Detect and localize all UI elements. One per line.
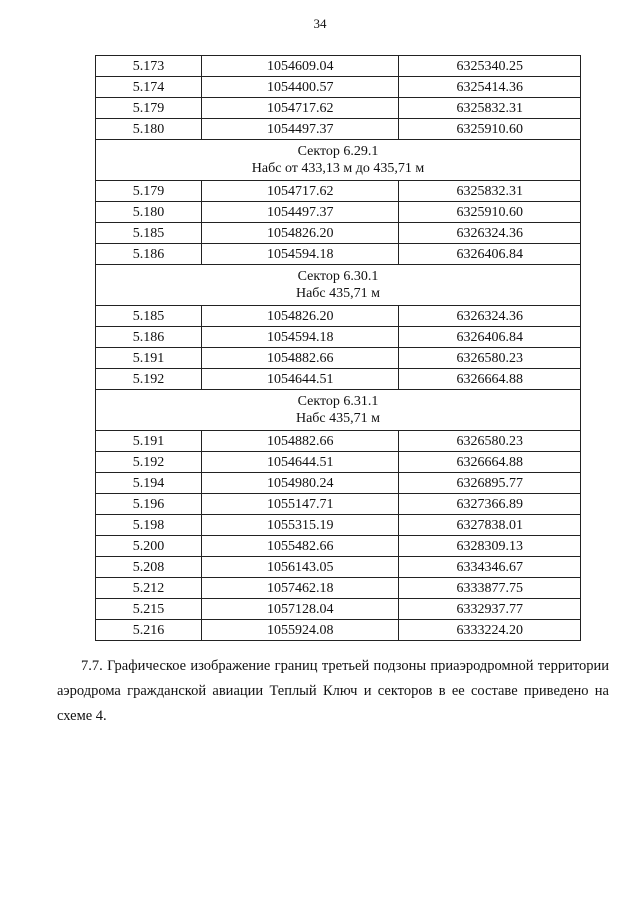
point-number-cell: 5.191 [96, 348, 202, 369]
x-coordinate-cell: 1054594.18 [202, 244, 399, 265]
x-coordinate-cell: 1054644.51 [202, 369, 399, 390]
x-coordinate-cell: 1055147.71 [202, 494, 399, 515]
table-row [96, 578, 581, 599]
x-coordinate-cell: 1054882.66 [202, 348, 399, 369]
sector-height: Набс 435,71 м [295, 411, 381, 426]
y-coordinate-cell: 6326406.84 [399, 327, 581, 348]
sector-header-cell [96, 265, 581, 306]
point-number-cell: 5.179 [96, 98, 202, 119]
point-number-cell: 5.196 [96, 494, 202, 515]
y-coordinate-cell: 6334346.67 [399, 557, 581, 578]
point-number-cell: 5.216 [96, 620, 202, 641]
x-coordinate-cell: 1054882.66 [202, 431, 399, 452]
table-row [96, 98, 581, 119]
table-row [96, 515, 581, 536]
x-coordinate-cell: 1054497.37 [202, 119, 399, 140]
x-coordinate-cell: 1055315.19 [202, 515, 399, 536]
point-number-cell: 5.180 [96, 202, 202, 223]
table-row [96, 536, 581, 557]
table-row [96, 202, 581, 223]
table-row [96, 431, 581, 452]
point-number-cell: 5.212 [96, 578, 202, 599]
table-row [96, 77, 581, 98]
table-row [96, 348, 581, 369]
y-coordinate-cell: 6325340.25 [399, 56, 581, 77]
x-coordinate-cell: 1056143.05 [202, 557, 399, 578]
table-row [96, 494, 581, 515]
sector-header-cell [96, 140, 581, 181]
table-row [96, 223, 581, 244]
x-coordinate-cell: 1057128.04 [202, 599, 399, 620]
y-coordinate-cell: 6325414.36 [399, 77, 581, 98]
page-number: 34 [313, 16, 327, 31]
x-coordinate-cell: 1054400.57 [202, 77, 399, 98]
x-coordinate-cell: 1055482.66 [202, 536, 399, 557]
x-coordinate-cell: 1054826.20 [202, 306, 399, 327]
point-number-cell: 5.179 [96, 181, 202, 202]
x-coordinate-cell: 1054594.18 [202, 327, 399, 348]
point-number-cell: 5.208 [96, 557, 202, 578]
x-coordinate-cell: 1054717.62 [202, 181, 399, 202]
sector-height: Набс от 433,13 м до 435,71 м [251, 161, 425, 176]
table-row [96, 557, 581, 578]
y-coordinate-cell: 6325910.60 [399, 202, 581, 223]
point-number-cell: 5.191 [96, 431, 202, 452]
point-number-cell: 5.180 [96, 119, 202, 140]
x-coordinate-cell: 1054826.20 [202, 223, 399, 244]
y-coordinate-cell: 6326580.23 [399, 431, 581, 452]
sector-header-row [96, 390, 581, 431]
sector-title: Сектор 6.30.1 [297, 269, 379, 284]
x-coordinate-cell: 1055924.08 [202, 620, 399, 641]
x-coordinate-cell: 1054644.51 [202, 452, 399, 473]
x-coordinate-cell: 1054717.62 [202, 98, 399, 119]
table-row [96, 306, 581, 327]
point-number-cell: 5.185 [96, 223, 202, 244]
table-row [96, 119, 581, 140]
table-row [96, 181, 581, 202]
x-coordinate-cell: 1057462.18 [202, 578, 399, 599]
x-coordinate-cell: 1054497.37 [202, 202, 399, 223]
sector-header-cell [96, 390, 581, 431]
y-coordinate-cell: 6333224.20 [399, 620, 581, 641]
point-number-cell: 5.200 [96, 536, 202, 557]
sector-title: Сектор 6.29.1 [297, 144, 379, 159]
point-number-cell: 5.194 [96, 473, 202, 494]
point-number-cell: 5.185 [96, 306, 202, 327]
y-coordinate-cell: 6326324.36 [399, 223, 581, 244]
y-coordinate-cell: 6325832.31 [399, 98, 581, 119]
point-number-cell: 5.198 [96, 515, 202, 536]
point-number-cell: 5.173 [96, 56, 202, 77]
point-number-cell: 5.186 [96, 327, 202, 348]
y-coordinate-cell: 6325910.60 [399, 119, 581, 140]
x-coordinate-cell: 1054609.04 [202, 56, 399, 77]
sector-height: Набс 435,71 м [295, 286, 381, 301]
y-coordinate-cell: 6325832.31 [399, 181, 581, 202]
table-row [96, 327, 581, 348]
table-row [96, 452, 581, 473]
table-row [96, 244, 581, 265]
point-number-cell: 5.186 [96, 244, 202, 265]
table-row [96, 599, 581, 620]
y-coordinate-cell: 6326406.84 [399, 244, 581, 265]
y-coordinate-cell: 6333877.75 [399, 578, 581, 599]
y-coordinate-cell: 6326580.23 [399, 348, 581, 369]
paragraph-7-7: 7.7. Графическое изображение границ третьей подзоны приаэродромной территории аэродрома гражданской авиации Теплый Ключ и секторов в ее составе приведено на схеме 4. [57, 658, 609, 724]
y-coordinate-cell: 6327838.01 [399, 515, 581, 536]
y-coordinate-cell: 6326895.77 [399, 473, 581, 494]
y-coordinate-cell: 6328309.13 [399, 536, 581, 557]
y-coordinate-cell: 6326664.88 [399, 452, 581, 473]
point-number-cell: 5.192 [96, 369, 202, 390]
sector-title: Сектор 6.31.1 [297, 394, 379, 409]
point-number-cell: 5.174 [96, 77, 202, 98]
table-row [96, 620, 581, 641]
table-row [96, 473, 581, 494]
y-coordinate-cell: 6332937.77 [399, 599, 581, 620]
point-number-cell: 5.192 [96, 452, 202, 473]
table-row [96, 369, 581, 390]
x-coordinate-cell: 1054980.24 [202, 473, 399, 494]
table-row [96, 56, 581, 77]
y-coordinate-cell: 6326324.36 [399, 306, 581, 327]
sector-header-row [96, 265, 581, 306]
coordinates-table [95, 55, 581, 641]
sector-header-row [96, 140, 581, 181]
y-coordinate-cell: 6327366.89 [399, 494, 581, 515]
point-number-cell: 5.215 [96, 599, 202, 620]
y-coordinate-cell: 6326664.88 [399, 369, 581, 390]
